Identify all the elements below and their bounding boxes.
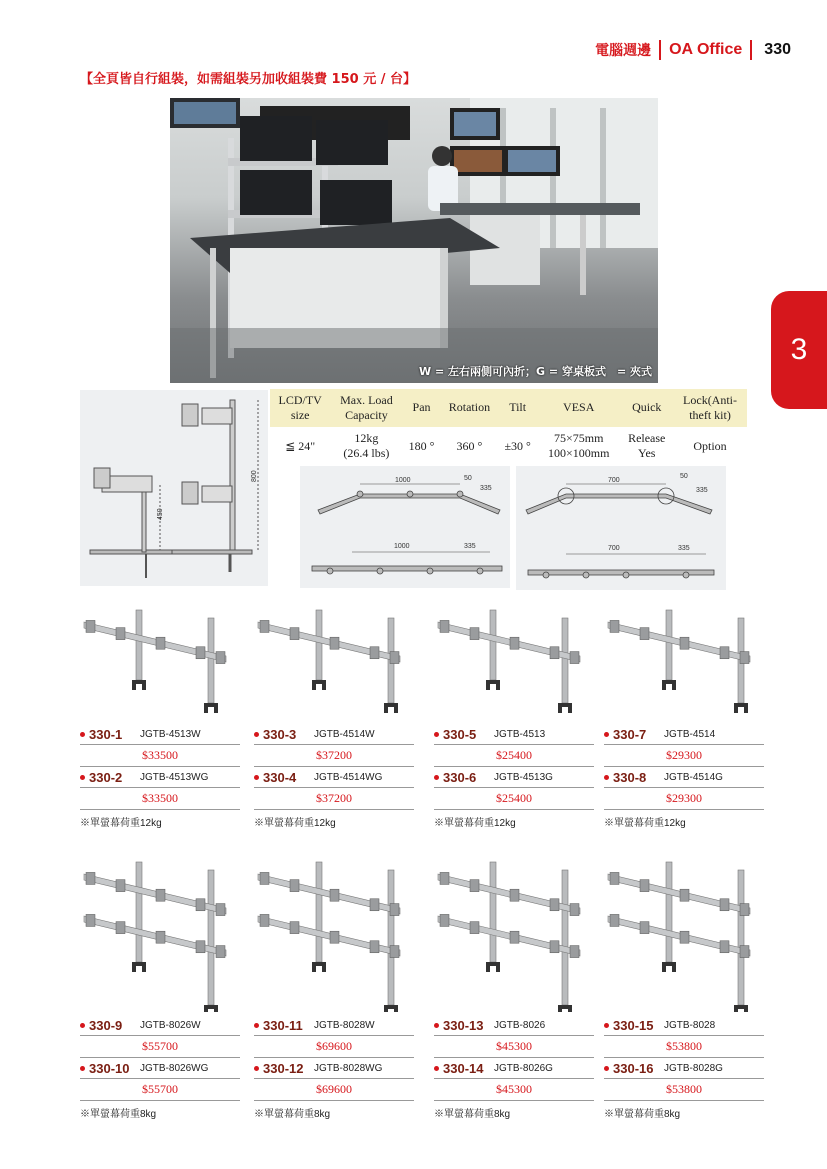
monitor-arm-product-image — [604, 854, 754, 1012]
product-model: JGTB-8028G — [664, 1062, 723, 1074]
spec-header-cell — [330, 389, 402, 427]
product-price: $25400 — [434, 788, 594, 810]
load-capacity-note: ※單螢幕荷重12kg — [80, 818, 162, 829]
bullet-icon — [604, 1023, 609, 1028]
spec-header-cell — [673, 389, 747, 427]
product-price: $55700 — [80, 1079, 240, 1101]
product-code-text: 330-5 — [443, 726, 477, 742]
spec-header-cell — [537, 389, 620, 427]
section-title: OA Office — [669, 41, 743, 58]
office-scene-illustration — [170, 98, 658, 383]
product-info — [80, 1015, 240, 1120]
header-divider — [659, 40, 661, 60]
spec-header-cell — [498, 389, 537, 427]
dim-top-1000: 1000 — [395, 477, 411, 484]
hero-photo — [170, 98, 658, 383]
spec-value-cell — [537, 427, 620, 465]
spec-header-cell — [620, 389, 673, 427]
spec-header-line: Tilt — [509, 400, 527, 415]
bullet-icon — [80, 1023, 85, 1028]
bullet-icon — [434, 1066, 439, 1071]
spec-header-line: VESA — [563, 400, 595, 415]
product-code-text: 330-8 — [613, 769, 647, 785]
bullet-icon — [604, 1066, 609, 1071]
spec-header-cell — [270, 389, 330, 427]
dimension-800: 800 — [251, 470, 258, 482]
dim-bot-335: 335 — [678, 545, 690, 552]
chapter-number: 3 — [790, 333, 808, 366]
product-code-text: 330-13 — [443, 1017, 484, 1033]
product-code-text: 330-6 — [443, 769, 477, 785]
product-code — [604, 770, 664, 785]
dim-top-700: 700 — [608, 477, 620, 484]
spec-value-cell — [673, 427, 747, 465]
spec-table — [270, 389, 747, 465]
spec-value-cell — [270, 427, 330, 465]
product-price: $37200 — [254, 745, 414, 767]
dim-bot-1000: 1000 — [394, 543, 410, 550]
monitor-arm-product-image — [434, 602, 584, 720]
product-price: $45300 — [434, 1079, 594, 1101]
product-code-text: 330-7 — [613, 726, 647, 742]
spec-value-line: Release — [628, 431, 666, 446]
side-view-diagram — [80, 390, 268, 586]
product-entry-row — [604, 1015, 764, 1036]
product-code-text: 330-16 — [613, 1060, 654, 1076]
spec-value-cell — [403, 427, 441, 465]
layout-diagram-700 — [516, 466, 726, 590]
product-info — [434, 1015, 594, 1120]
product-info — [254, 1015, 414, 1120]
spec-header-line: LCD/TV — [278, 392, 322, 407]
spec-value-row — [270, 427, 747, 465]
product-price: $53800 — [604, 1079, 764, 1101]
product-code-text: 330-4 — [263, 769, 297, 785]
product-entry-row — [254, 1058, 414, 1079]
product-model: JGTB-4514WG — [314, 771, 383, 783]
product-price: $33500 — [80, 745, 240, 767]
product-price: $55700 — [80, 1036, 240, 1058]
product-entry-row — [434, 724, 594, 745]
spec-value-line: 100×100mm — [547, 446, 610, 461]
load-capacity-note: ※單螢幕荷重8kg — [434, 1109, 511, 1120]
dim-bot-700: 700 — [608, 545, 620, 552]
product-price: $29300 — [604, 745, 764, 767]
product-entry-row — [80, 1058, 240, 1079]
product-code — [254, 770, 314, 785]
product-price: $45300 — [434, 1036, 594, 1058]
category-title: 電腦週邊 — [595, 43, 652, 59]
spec-value-line: 360 ° — [456, 438, 483, 453]
product-code-text: 330-11 — [263, 1017, 303, 1033]
product-info — [254, 724, 414, 829]
bullet-icon — [80, 732, 85, 737]
spec-value-line: Yes — [637, 446, 656, 461]
product-price: $53800 — [604, 1036, 764, 1058]
load-capacity-note: ※單螢幕荷重8kg — [254, 1109, 331, 1120]
bullet-icon — [80, 775, 85, 780]
header-divider — [750, 40, 752, 60]
product-price: $29300 — [604, 788, 764, 810]
product-entry-row — [254, 1015, 414, 1036]
layout-diagram-1000 — [300, 466, 510, 588]
spec-header-row — [270, 389, 747, 427]
spec-value-line: 75×75mm — [553, 431, 604, 446]
spec-value-cell — [498, 427, 537, 465]
spec-header-line: Capacity — [345, 407, 388, 422]
dim-top-335: 335 — [696, 487, 708, 494]
chapter-tab — [771, 291, 827, 409]
product-price: $33500 — [80, 788, 240, 810]
product-model: JGTB-4513G — [494, 771, 553, 783]
bullet-icon — [80, 1066, 85, 1071]
product-entry-row — [604, 767, 764, 788]
product-price: $37200 — [254, 788, 414, 810]
monitor-arm-product-image — [434, 854, 584, 1012]
product-code-text: 330-3 — [263, 726, 297, 742]
product-code-text: 330-14 — [443, 1060, 484, 1076]
product-model: JGTB-4513W — [140, 728, 201, 740]
product-model: JGTB-8026WG — [140, 1062, 209, 1074]
dim-bot-335: 335 — [464, 543, 476, 550]
page-number: 330 — [764, 41, 791, 58]
product-entry-row — [80, 1015, 240, 1036]
product-model: JGTB-8026G — [494, 1062, 553, 1074]
load-capacity-note: ※單螢幕荷重8kg — [80, 1109, 157, 1120]
product-model: JGTB-4514W — [314, 728, 375, 740]
product-code — [604, 1018, 664, 1033]
spec-header-cell — [441, 389, 499, 427]
bullet-icon — [604, 775, 609, 780]
product-model: JGTB-8026W — [140, 1019, 201, 1031]
product-code — [80, 1061, 140, 1076]
product-price: $69600 — [254, 1036, 414, 1058]
product-code-text: 330-1 — [89, 726, 123, 742]
bullet-icon — [434, 1023, 439, 1028]
product-entry-row — [254, 724, 414, 745]
product-info — [80, 724, 240, 829]
bullet-icon — [254, 1066, 259, 1071]
spec-header-line: Quick — [632, 400, 662, 415]
product-entry-row — [80, 767, 240, 788]
product-model: JGTB-8028W — [314, 1019, 375, 1031]
spec-header-line: size — [290, 407, 310, 422]
product-code — [80, 770, 140, 785]
product-code — [80, 727, 140, 742]
spec-header-line: Max. Load — [340, 392, 393, 407]
product-code-text: 330-12 — [263, 1060, 304, 1076]
bullet-icon — [254, 732, 259, 737]
product-code-text: 330-2 — [89, 769, 123, 785]
spec-header-line: Lock(Anti- — [683, 392, 738, 407]
spec-header-line: Pan — [412, 400, 431, 415]
monitor-arm-product-image — [254, 602, 404, 720]
bullet-icon — [604, 732, 609, 737]
page-header — [595, 38, 791, 62]
dim-top-50: 50 — [680, 473, 688, 480]
product-entry-row — [604, 724, 764, 745]
dim-top-335: 335 — [480, 485, 492, 492]
product-price: $25400 — [434, 745, 594, 767]
load-capacity-note: ※單螢幕荷重12kg — [604, 818, 686, 829]
product-code — [80, 1018, 140, 1033]
spec-value-cell — [620, 427, 673, 465]
spec-value-cell — [441, 427, 499, 465]
bullet-icon — [434, 732, 439, 737]
product-info — [434, 724, 594, 829]
product-model: JGTB-8028 — [664, 1019, 716, 1031]
product-entry-row — [434, 1015, 594, 1036]
product-model: JGTB-4514 — [664, 728, 716, 740]
monitor-arm-product-image — [604, 602, 754, 720]
product-info — [604, 724, 764, 829]
product-code — [434, 1018, 494, 1033]
spec-value-cell — [330, 427, 402, 465]
spec-value-line: Option — [693, 438, 727, 453]
product-info — [604, 1015, 764, 1120]
product-code — [254, 727, 314, 742]
bullet-icon — [254, 1023, 259, 1028]
spec-value-line: (26.4 lbs) — [343, 446, 390, 461]
product-code — [434, 727, 494, 742]
bullet-icon — [434, 775, 439, 780]
dim-top-50: 50 — [464, 475, 472, 482]
spec-value-line: 12kg — [354, 431, 379, 446]
spec-header-line: Rotation — [448, 400, 491, 415]
photo-caption: W = 左右兩側可內折；G = 穿桌板式 = 夾式 — [419, 365, 652, 378]
bullet-icon — [254, 775, 259, 780]
spec-value-line: ±30 ° — [504, 438, 531, 453]
load-capacity-note: ※單螢幕荷重12kg — [254, 818, 336, 829]
product-code — [434, 1061, 494, 1076]
product-model: JGTB-8026 — [494, 1019, 546, 1031]
load-capacity-note: ※單螢幕荷重12kg — [434, 818, 516, 829]
product-model: JGTB-4514G — [664, 771, 723, 783]
spec-value-line: 180 ° — [408, 438, 435, 453]
product-code — [434, 770, 494, 785]
product-model: JGTB-4513 — [494, 728, 546, 740]
product-entry-row — [434, 767, 594, 788]
monitor-arm-product-image — [80, 602, 230, 720]
product-entry-row — [254, 767, 414, 788]
load-capacity-note: ※單螢幕荷重8kg — [604, 1109, 681, 1120]
product-code — [604, 727, 664, 742]
monitor-arm-product-image — [254, 854, 404, 1012]
product-entry-row — [80, 724, 240, 745]
spec-value-line: ≦ 24" — [285, 438, 316, 453]
product-code-text: 330-10 — [89, 1060, 130, 1076]
product-code — [254, 1061, 314, 1076]
product-entry-row — [604, 1058, 764, 1079]
product-model: JGTB-4513WG — [140, 771, 209, 783]
assembly-notice: 【全頁皆自行組裝，如需組裝另加收組裝費 150 元 / 台】 — [80, 72, 416, 87]
spec-header-cell — [403, 389, 441, 427]
product-entry-row — [434, 1058, 594, 1079]
product-model: JGTB-8028WG — [314, 1062, 383, 1074]
product-code-text: 330-15 — [613, 1017, 654, 1033]
product-code — [254, 1018, 314, 1033]
product-code-text: 330-9 — [89, 1017, 123, 1033]
product-price: $69600 — [254, 1079, 414, 1101]
product-code — [604, 1061, 664, 1076]
monitor-arm-product-image — [80, 854, 230, 1012]
dimension-450: 450 — [157, 508, 164, 520]
spec-header-line: theft kit) — [689, 407, 731, 422]
